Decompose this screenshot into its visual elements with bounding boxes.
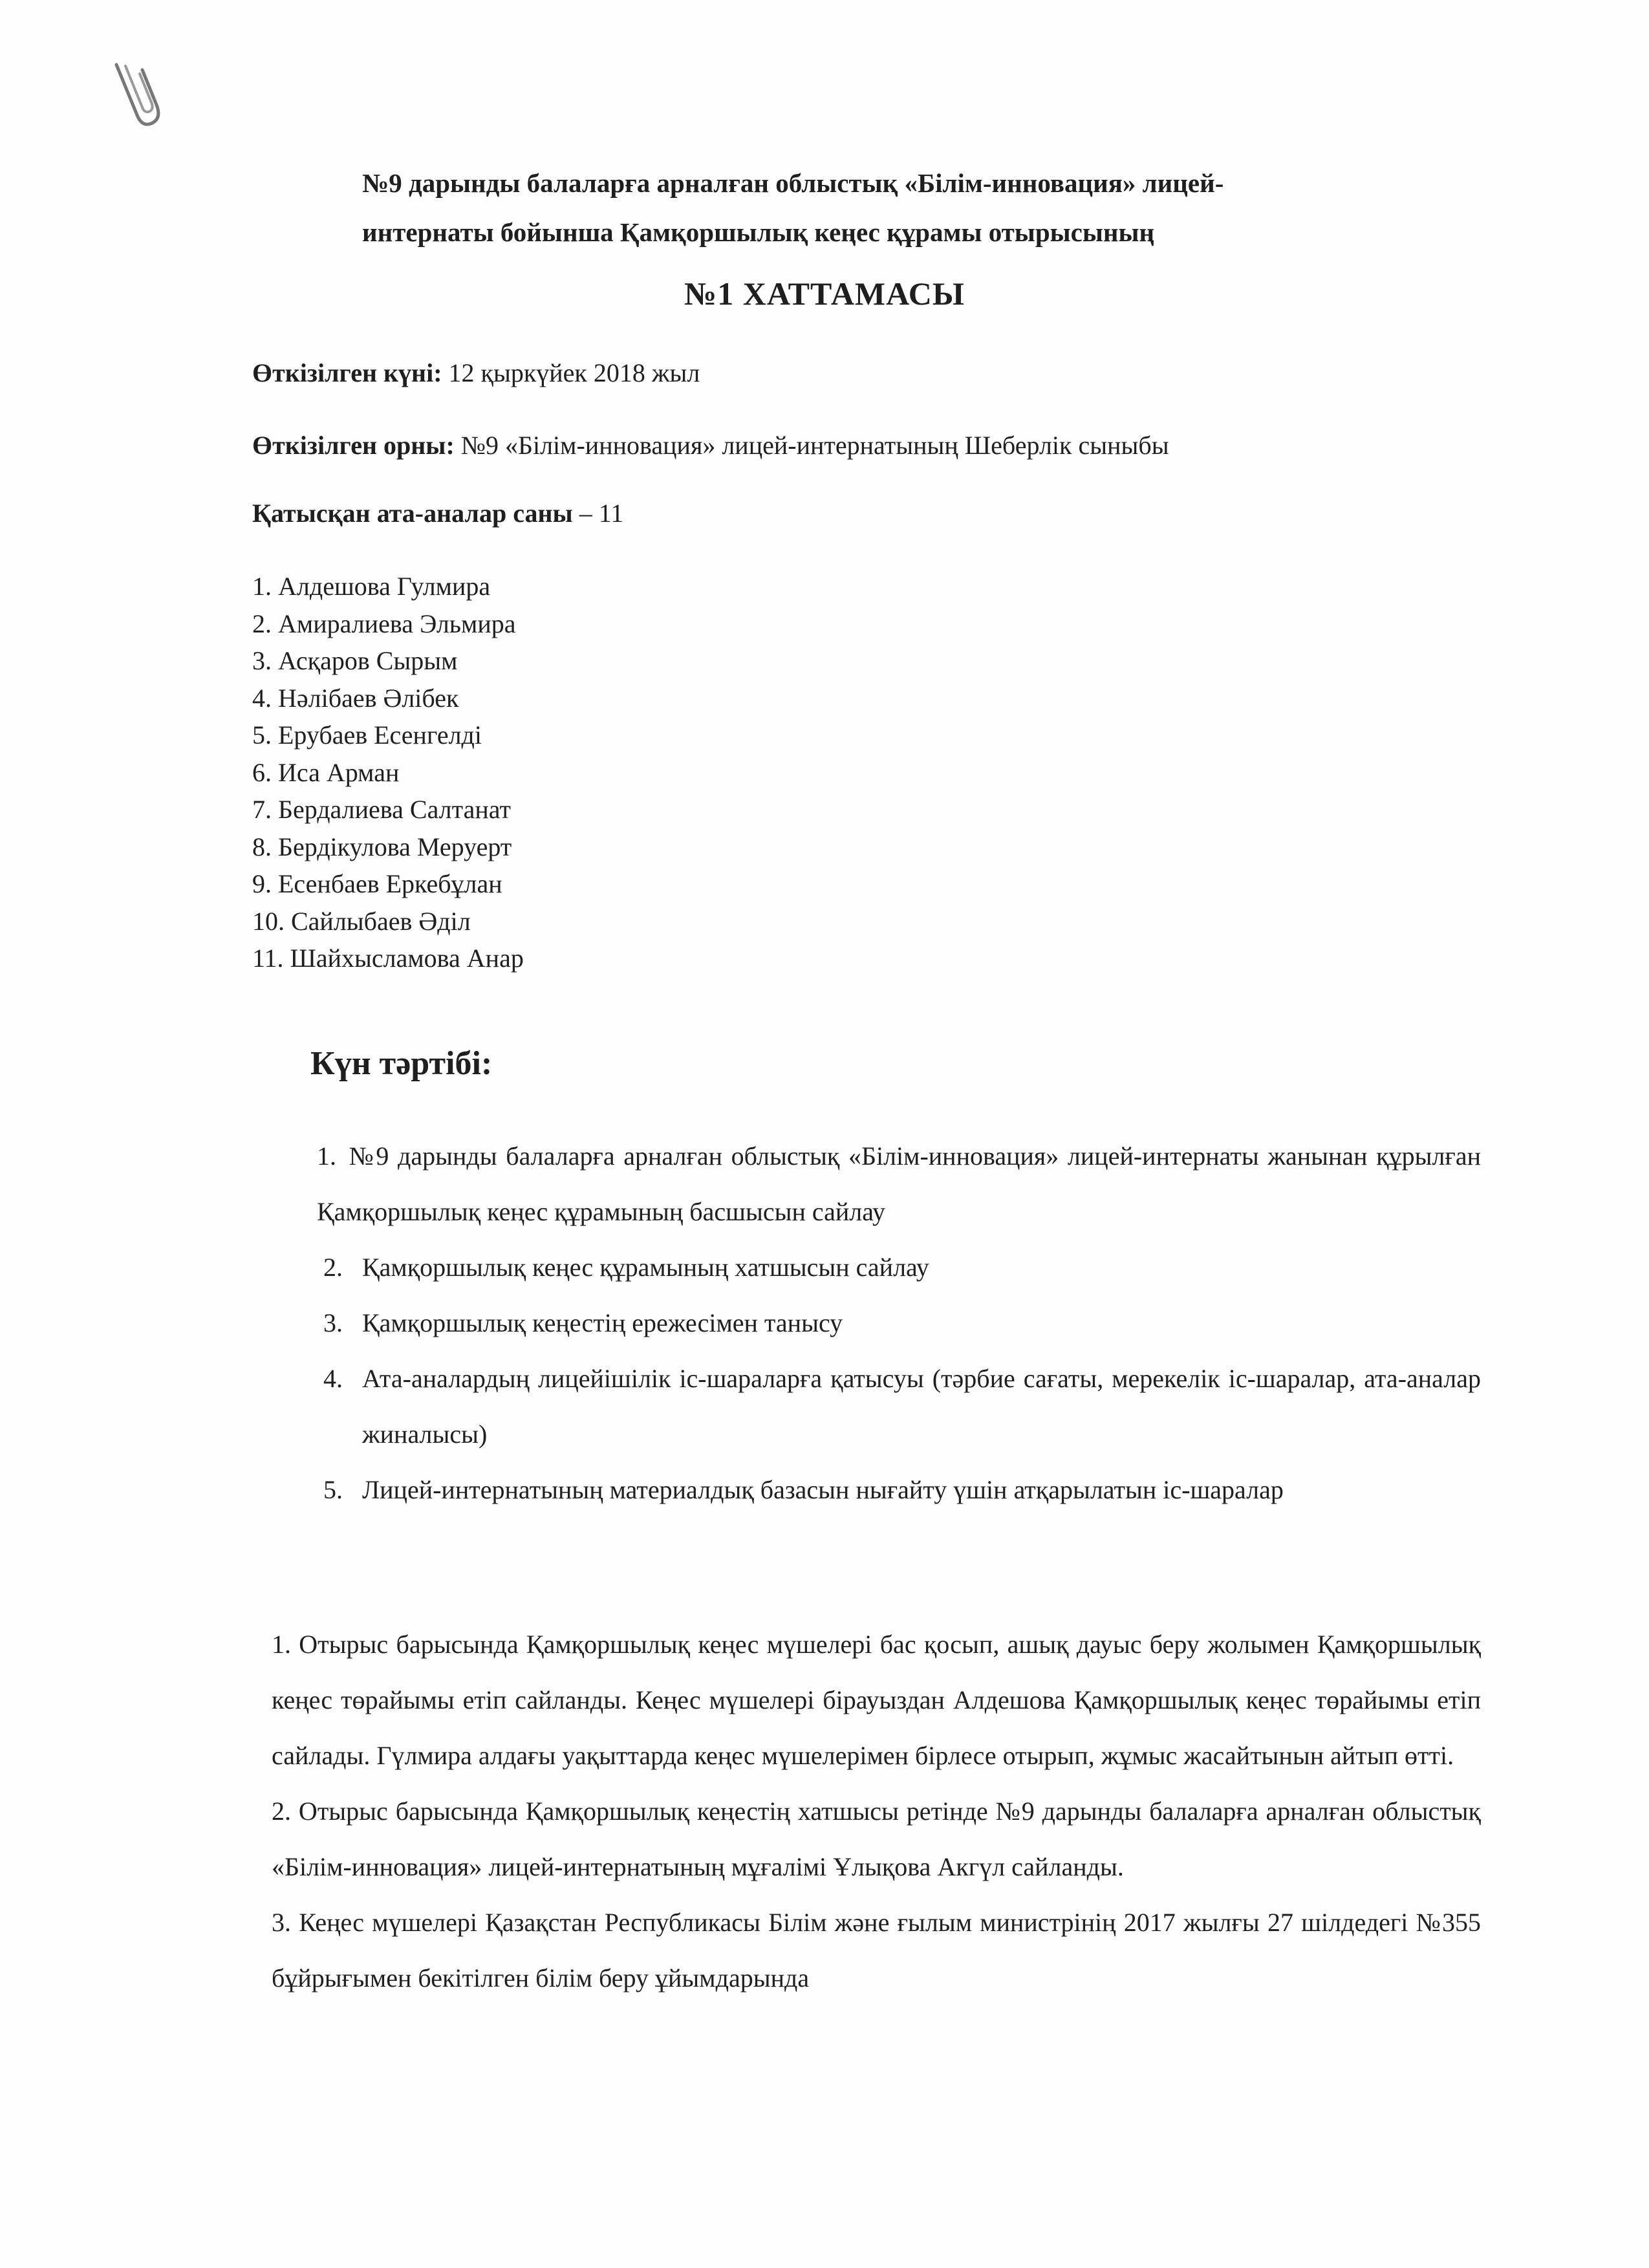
- list-item: 2. Амиралиева Эльмира: [252, 609, 516, 638]
- agenda-item-text: Лицей-интернатының материалдық базасын нығайту үшін атқарылатын іс-шаралар: [362, 1475, 1284, 1504]
- minutes-paragraph-2: 2. Отырыс барысында Қамқоршылық кеңестің хатшысы ретінде №9 дарынды балаларға арналған облыстық «Білім-инновация» лицей-интернатының мұғалімі Ұлықова Акгүл сайланды.: [272, 1797, 1481, 1881]
- agenda-item: [317, 1240, 1481, 1295]
- date-value: 12 қыркүйек 2018 жыл: [442, 358, 700, 387]
- list-item: 10. Сайлыбаев Әділ: [252, 906, 471, 936]
- agenda-list: [317, 1129, 1481, 1518]
- list-item: 1. Алдешова Гулмира: [252, 572, 491, 601]
- count-value: – 11: [572, 499, 624, 528]
- agenda-item: [317, 1295, 1481, 1351]
- agenda-title: Күн тәртібі:: [310, 1045, 493, 1082]
- title-line-2: интернаты бойынша Қамқоршылық кеңес құрамы отырысының: [362, 217, 1155, 247]
- agenda-item-number: 2.: [323, 1253, 343, 1282]
- place-label: Өткізілген орны:: [252, 431, 455, 460]
- agenda-item-text: №9 дарынды балаларға арналған облыстық «Білім-инновация» лицей-интернаты жанынан құрылған Қамқоршылық кеңес құрамының басшысын сайлау: [317, 1141, 1481, 1226]
- title-line-1: №9 дарынды балаларға арналған облыстық «Білім-инновация» лицей-: [362, 168, 1224, 198]
- list-item: 8. Бердікулова Меруерт: [252, 832, 512, 861]
- place-value: №9 «Білім-инновация» лицей-интернатының Шеберлік сыныбы: [454, 431, 1169, 460]
- agenda-item-number: 1.: [317, 1141, 336, 1171]
- document-title: [362, 158, 1461, 257]
- agenda-item: [317, 1351, 1481, 1462]
- participant-count: [252, 498, 623, 528]
- list-item: 4. Нәлібаев Әлібек: [252, 683, 459, 713]
- agenda-item-text: Ата-аналардың лицейішілік іс-шараларға қатысуы (тәрбие сағаты, мерекелік іс-шаралар, ата-аналар жиналысы): [362, 1364, 1481, 1449]
- list-item: 5. Ерубаев Есенгелді: [252, 720, 482, 750]
- participant-list: [252, 568, 524, 977]
- protocol-heading: №1 ХАТТАМАСЫ: [684, 275, 965, 312]
- count-label: Қатысқан ата-аналар саны: [252, 499, 573, 528]
- agenda-item: [317, 1129, 1481, 1240]
- agenda-item-text: Қамқоршылық кеңес құрамының хатшысын сайлау: [362, 1253, 929, 1282]
- list-item: 6. Иса Арман: [252, 757, 400, 787]
- minutes-body: [272, 1617, 1481, 2006]
- agenda-item: [317, 1462, 1481, 1518]
- meeting-place: [252, 430, 1169, 460]
- minutes-paragraph-1: 1. Отырыс барысында Қамқоршылық кеңес мүшелері бас қосып, ашық дауыс беру жолымен Қамқоршылық кеңес төрайымы етіп сайланды. Кеңес мүшелері бірауыздан Алдешова Қамқоршылық кеңес төрайымы етіп сайлады. Гүлмира алдағы уақыттарда кеңес мүшелерімен бірлесе отырып, жұмыс жасайтынын айтып өтті.: [272, 1630, 1481, 1770]
- list-item: 7. Бердалиева Салтанат: [252, 795, 511, 824]
- agenda-item-number: 5.: [323, 1475, 343, 1504]
- paperclip-icon: [97, 58, 181, 142]
- date-label: Өткізілген күні:: [252, 358, 442, 387]
- list-item: 3. Асқаров Сырым: [252, 646, 458, 675]
- list-item: 11. Шайхысламова Анар: [252, 944, 524, 973]
- list-item: 9. Есенбаев Еркебұлан: [252, 869, 502, 898]
- agenda-item-text: Қамқоршылық кеңестің ережесімен танысу: [362, 1308, 843, 1337]
- agenda-item-number: 4.: [323, 1364, 343, 1393]
- meeting-date: [252, 358, 700, 388]
- agenda-item-number: 3.: [323, 1308, 343, 1337]
- minutes-paragraph-3: 3. Кеңес мүшелері Қазақстан Республикасы Білім және ғылым министрінің 2017 жылғы 27 шілдедегі №355 бұйрығымен бекітілген білім беру ұйымдарында: [272, 1908, 1481, 1993]
